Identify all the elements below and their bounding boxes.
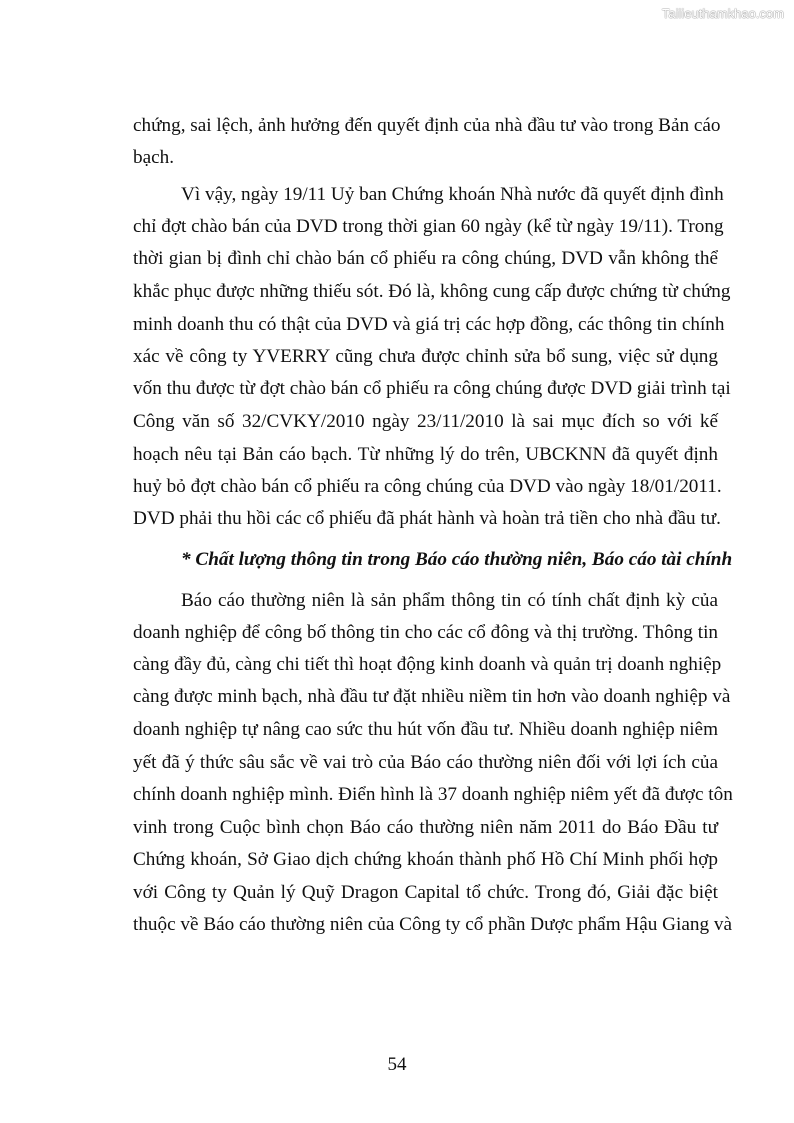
- section-heading: * Chất lượng thông tin trong Báo cáo thường niên, Báo cáo tài chính: [181, 549, 733, 570]
- page-number: 54: [387, 1054, 407, 1075]
- text-line: yết đã ý thức sâu sắc về vai trò của Báo cáo thường niên đối với lợi ích của: [133, 752, 718, 773]
- text-line: hoạch nêu tại Bản cáo bạch. Từ những lý do trên, UBCKNN đã quyết định: [133, 444, 718, 465]
- text-line: xác về công ty YVERRY cũng chưa được chỉnh sửa bổ sung, việc sử dụng: [133, 346, 718, 367]
- text-line: bạch.: [133, 147, 175, 168]
- text-line: minh doanh thu có thật của DVD và giá trị các hợp đồng, các thông tin chính: [133, 314, 725, 335]
- text-line: Vì vậy, ngày 19/11 Uỷ ban Chứng khoán Nhà nước đã quyết định đình: [181, 184, 724, 205]
- text-line: doanh nghiệp để công bố thông tin cho các cổ đông và thị trường. Thông tin: [133, 622, 718, 643]
- text-line: doanh nghiệp tự nâng cao sức thu hút vốn đầu tư. Nhiều doanh nghiệp niêm: [133, 719, 718, 740]
- text-line: càng đầy đủ, càng chi tiết thì hoạt động kinh doanh và quản trị doanh nghiệp: [133, 654, 722, 675]
- text-line: Chứng khoán, Sở Giao dịch chứng khoán thành phố Hồ Chí Minh phối hợp: [133, 849, 718, 870]
- watermark: Tailieuthamkhao.com: [661, 6, 784, 21]
- text-line: thuộc về Báo cáo thường niên của Công ty cổ phần Dược phẩm Hậu Giang và: [133, 914, 732, 935]
- text-line: Báo cáo thường niên là sản phẩm thông tin có tính chất định kỳ của: [181, 590, 718, 611]
- text-line: vốn thu được từ đợt chào bán cổ phiếu ra công chúng được DVD giải trình tại: [133, 378, 731, 399]
- text-line: vinh trong Cuộc bình chọn Báo cáo thường niên năm 2011 do Báo Đầu tư: [133, 817, 718, 838]
- text-line: DVD phải thu hồi các cổ phiếu đã phát hành và hoàn trả tiền cho nhà đầu tư.: [133, 508, 721, 529]
- text-line: chính doanh nghiệp mình. Điển hình là 37 doanh nghiệp niêm yết đã được tôn: [133, 784, 733, 805]
- text-line: huỷ bỏ đợt chào bán cổ phiếu ra công chúng của DVD vào ngày 18/01/2011.: [133, 476, 722, 497]
- text-line: khắc phục được những thiếu sót. Đó là, không cung cấp được chứng từ chứng: [133, 281, 731, 302]
- text-line: Công văn số 32/CVKY/2010 ngày 23/11/2010 là sai mục đích so với kế: [133, 411, 718, 432]
- text-line: càng được minh bạch, nhà đầu tư đặt nhiều niềm tin hơn vào doanh nghiệp và: [133, 686, 731, 707]
- text-line: chỉ đợt chào bán của DVD trong thời gian 60 ngày (kể từ ngày 19/11). Trong: [133, 216, 724, 237]
- text-line: thời gian bị đình chỉ chào bán cổ phiếu ra công chúng, DVD vẫn không thể: [133, 248, 718, 269]
- text-line: với Công ty Quản lý Quỹ Dragon Capital tổ chức. Trong đó, Giải đặc biệt: [133, 882, 718, 903]
- text-line: chứng, sai lệch, ảnh hưởng đến quyết định của nhà đầu tư vào trong Bản cáo: [133, 115, 721, 136]
